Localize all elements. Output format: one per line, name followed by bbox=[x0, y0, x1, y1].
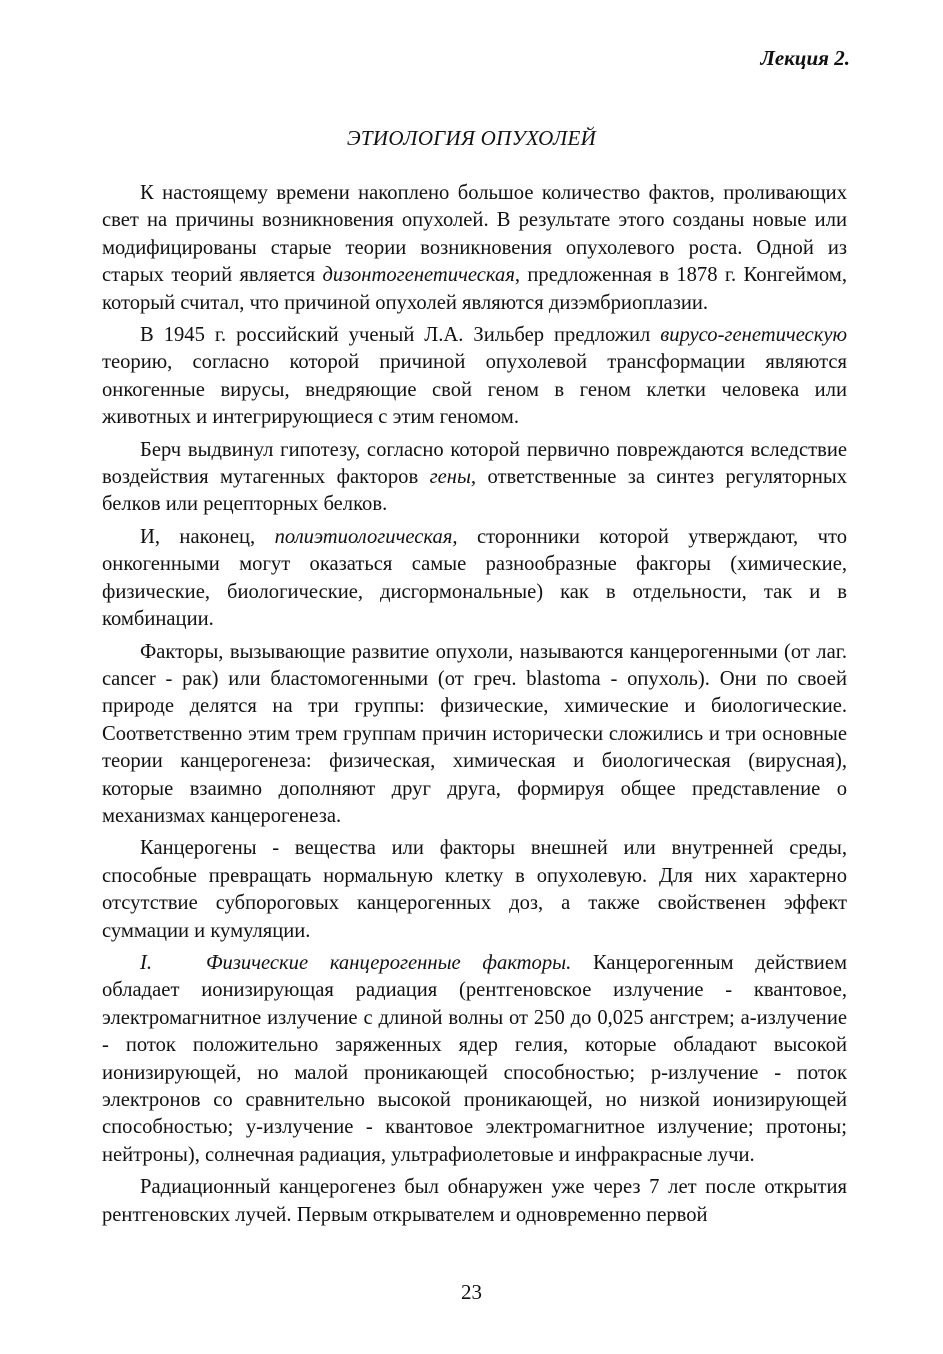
paragraph-1-text-a: К настоящему времени накоплено большое количество фактов, проливающих свет на причины возникновения опухолей. В результате этого созданы новые или модифицированы старые теории возникновения опухолевого роста. Одной из старых теорий является bbox=[102, 182, 847, 287]
paragraph-3-text-b: ответственные за синтез регуляторных белков или рецепторных белков. bbox=[102, 466, 847, 516]
paragraph-4-italic-term: полиэтиологическая bbox=[274, 525, 453, 548]
paragraph-3-italic-term: гены, bbox=[429, 466, 477, 489]
paragraph-1 bbox=[102, 180, 847, 317]
paragraph-2-text-a: В 1945 г. российский ученый Л.А. Зильбер предложил bbox=[140, 324, 661, 347]
paragraph-3-text-a: Берч выдвинул гипотезу, согласно которой первично повреждаются вследствие воздействия мутагенных факторов bbox=[102, 438, 847, 489]
paragraph-1-italic-term: дизонтогенетическая bbox=[322, 264, 515, 287]
paragraph-2 bbox=[102, 322, 847, 432]
paragraph-7 bbox=[102, 950, 847, 1169]
section-heading-italic: Физические канцерогенные факторы. bbox=[206, 951, 572, 974]
paragraph-1-text-b: , предложенная в 1878 г. Конгеймом, который считал, что причиной опухолей являются дизэмбриоплазии. bbox=[102, 264, 847, 314]
paragraph-7-text: Канцерогенным действием обладает ионизирующая радиация (рентгеновское излучение - квантовое, электромагнитное излучение с длиной волны от 250 до 0,025 ангстрем; а-излучение - поток положительно заряженных ядер гелия, которые обладают высокой ионизирующей, но малой проникающей способностью; р-излучение - поток электронов со сравнительно высокой проникающей, но низкой ионизирующей способностью; у-излучение - квантовое электромагнитное излучение; протоны; нейтроны), солнечная радиация, ультрафиолетовые и инфракрасные лучи. bbox=[102, 951, 847, 1166]
paragraph-6: Канцерогены - вещества или факторы внешней или внутренней среды, способные превращать нормальную клетку в опухолевую. Для них характерно отсутствие субпороговых канцерогенных доз, а также свойственен эффект суммации и кумуляции. bbox=[102, 837, 847, 942]
paragraph-4 bbox=[102, 524, 847, 634]
paragraph-8: Радиационный канцерогенез был обнаружен уже через 7 лет после открытия рентгеновских лучей. Первым открывателем и одновременно первой bbox=[102, 1176, 847, 1226]
paragraph-2-text-b: теорию, согласно которой причиной опухолевой трансформации являются онкогенные вирусы, внедряющие свой геном в геном клетки человека или животных и интегрирующиеся с этим геномом. bbox=[102, 351, 847, 429]
paragraph-2-italic-term: вирусо-генетическую bbox=[660, 324, 847, 347]
lecture-heading: Лекция 2. bbox=[760, 46, 850, 70]
page-title: ЭТИОЛОГИЯ ОПУХОЛЕЙ bbox=[346, 126, 597, 150]
document-body bbox=[102, 180, 847, 1229]
paragraph-3 bbox=[102, 437, 847, 519]
section-number: I. bbox=[140, 951, 153, 974]
page-number: 23 bbox=[461, 1280, 482, 1304]
paragraph-4-text-a: И, наконец, bbox=[140, 525, 275, 548]
paragraph-5: Факторы, вызывающие развитие опухоли, называются канцерогенными (от лаг. cancer - рак) или бластомогенными (от греч. blastoma - опухоль). Они по своей природе делятся на три группы: физические, химические и биологические. Соответственно этим трем группам причин исторически сложились и три основные теории канцерогенеза: физическая, химическая и биологическая (вирусная), которые взаимно дополняют друг друга, формируя общее представление о механизмах канцерогенеза. bbox=[102, 640, 847, 827]
paragraph-4-text-b: , сторонники которой утверждают, что онкогенными могут оказаться самые разнообразные факгоры (химические, физические, биологические, дисгормональные) как в отдельности, так и в комбинации. bbox=[102, 525, 847, 631]
